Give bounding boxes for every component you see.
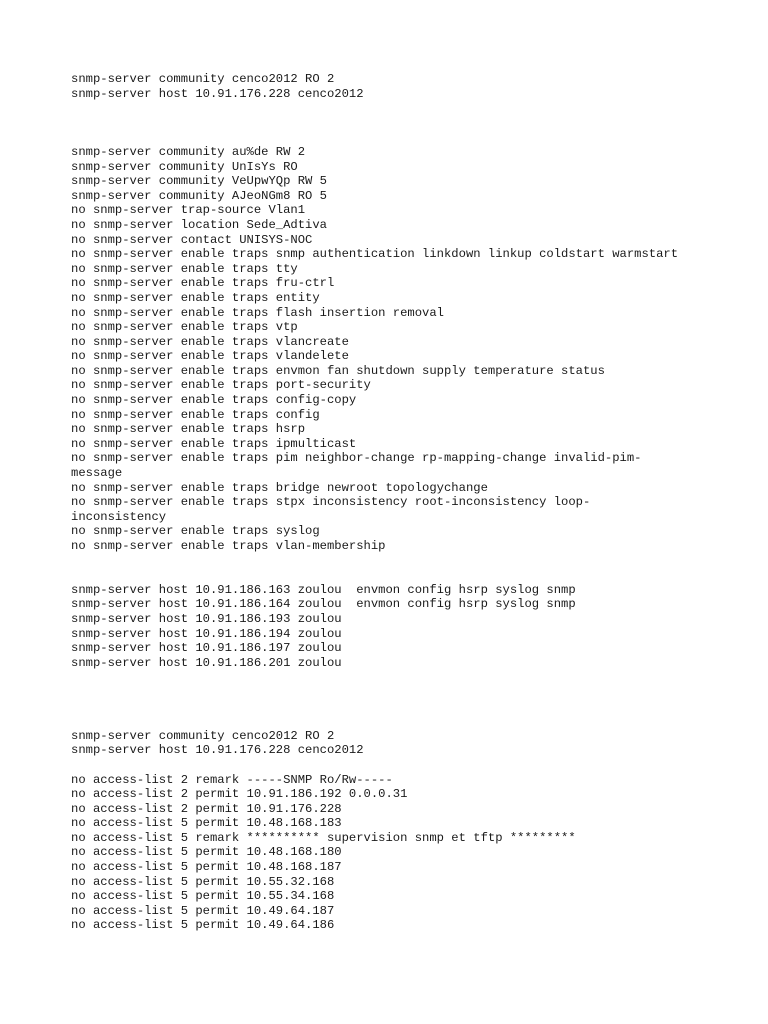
- config-line: snmp-server community VeUpwYQp RW 5: [71, 174, 327, 189]
- config-line: snmp-server host 10.91.186.194 zoulou: [71, 626, 342, 641]
- config-line: no snmp-server location Sede_Adtiva: [71, 217, 327, 232]
- config-line: no access-list 5 permit 10.49.64.187: [71, 903, 335, 918]
- config-line: snmp-server community cenco2012 RO 2: [71, 728, 335, 743]
- config-line: snmp-server host 10.91.186.201 zoulou: [71, 655, 342, 670]
- config-line: snmp-server host 10.91.186.193 zoulou: [71, 611, 342, 626]
- config-line: no snmp-server enable traps hsrp: [71, 422, 306, 437]
- config-line: no access-list 5 permit 10.48.168.183: [71, 816, 342, 831]
- config-line: no snmp-server enable traps pim neighbor-change rp-mapping-change invalid-pim-: [71, 451, 642, 466]
- config-line: no snmp-server enable traps config: [71, 407, 320, 422]
- blank-line: [71, 700, 731, 715]
- config-line: snmp-server host 10.91.176.228 cenco2012: [71, 743, 364, 758]
- config-line: snmp-server community UnIsYs RO: [71, 159, 298, 174]
- blank-line: [71, 554, 731, 569]
- config-line: no snmp-server enable traps envmon fan shutdown supply temperature status: [71, 363, 605, 378]
- config-line: no access-list 5 permit 10.48.168.180: [71, 845, 342, 860]
- config-line: no snmp-server enable traps config-copy: [71, 393, 357, 408]
- blank-line: [71, 130, 731, 145]
- config-line: no access-list 2 remark -----SNMP Ro/Rw-----: [71, 772, 393, 787]
- blank-line: [71, 758, 731, 773]
- blank-line: [71, 685, 731, 700]
- config-line: no snmp-server enable traps tty: [71, 261, 298, 276]
- config-line: inconsistency: [71, 509, 167, 524]
- config-line: no access-list 5 permit 10.48.168.187: [71, 860, 342, 875]
- config-line: no snmp-server enable traps fru-ctrl: [71, 276, 335, 291]
- config-line: no snmp-server contact UNISYS-NOC: [71, 232, 313, 247]
- config-line: snmp-server host 10.91.186.163 zoulou envmon config hsrp syslog snmp: [71, 582, 576, 597]
- config-line: snmp-server host 10.91.176.228 cenco2012: [71, 86, 364, 101]
- config-block: [71, 583, 731, 729]
- config-line: no snmp-server enable traps stpx inconsistency root-inconsistency loop-: [71, 495, 591, 510]
- config-line: no access-list 2 permit 10.91.186.192 0.0.0.31: [71, 787, 408, 802]
- config-line: no access-list 5 permit 10.49.64.186: [71, 918, 335, 933]
- config-line: no access-list 5 permit 10.55.32.168: [71, 874, 335, 889]
- blank-line: [71, 670, 731, 685]
- config-line: no snmp-server enable traps vlancreate: [71, 334, 349, 349]
- config-line: no snmp-server enable traps snmp authentication linkdown linkup coldstart warmstart: [71, 247, 679, 262]
- config-line: no snmp-server enable traps port-security: [71, 378, 371, 393]
- config-line: no access-list 5 remark ********** supervision snmp et tftp *********: [71, 830, 576, 845]
- blank-line: [71, 568, 731, 583]
- config-line: no snmp-server enable traps entity: [71, 290, 320, 305]
- config-block: [71, 729, 731, 773]
- config-line: snmp-server community cenco2012 RO 2: [71, 72, 335, 86]
- config-line: no snmp-server enable traps vlandelete: [71, 349, 349, 364]
- config-line: no access-list 2 permit 10.91.176.228: [71, 801, 342, 816]
- config-line: message: [71, 466, 123, 481]
- blank-line: [71, 714, 731, 729]
- config-text-body: [71, 72, 731, 933]
- config-block: [71, 72, 731, 145]
- config-line: snmp-server host 10.91.186.164 zoulou envmon config hsrp syslog snmp: [71, 597, 576, 612]
- config-line: no snmp-server enable traps vtp: [71, 320, 298, 335]
- config-line: no access-list 5 permit 10.55.34.168: [71, 889, 335, 904]
- blank-line: [71, 101, 731, 116]
- config-block: [71, 773, 731, 934]
- config-line: no snmp-server enable traps vlan-membership: [71, 539, 386, 553]
- config-line: no snmp-server enable traps bridge newroot topologychange: [71, 480, 488, 495]
- config-block: [71, 145, 731, 583]
- config-line: no snmp-server enable traps syslog: [71, 524, 320, 539]
- config-line: snmp-server community AJeoNGm8 RO 5: [71, 188, 327, 203]
- blank-line: [71, 116, 731, 131]
- config-line: snmp-server community au%de RW 2: [71, 144, 306, 159]
- config-line: no snmp-server enable traps flash insertion removal: [71, 305, 444, 320]
- config-line: snmp-server host 10.91.186.197 zoulou: [71, 641, 342, 656]
- config-line: no snmp-server trap-source Vlan1: [71, 203, 306, 218]
- config-line: no snmp-server enable traps ipmulticast: [71, 436, 357, 451]
